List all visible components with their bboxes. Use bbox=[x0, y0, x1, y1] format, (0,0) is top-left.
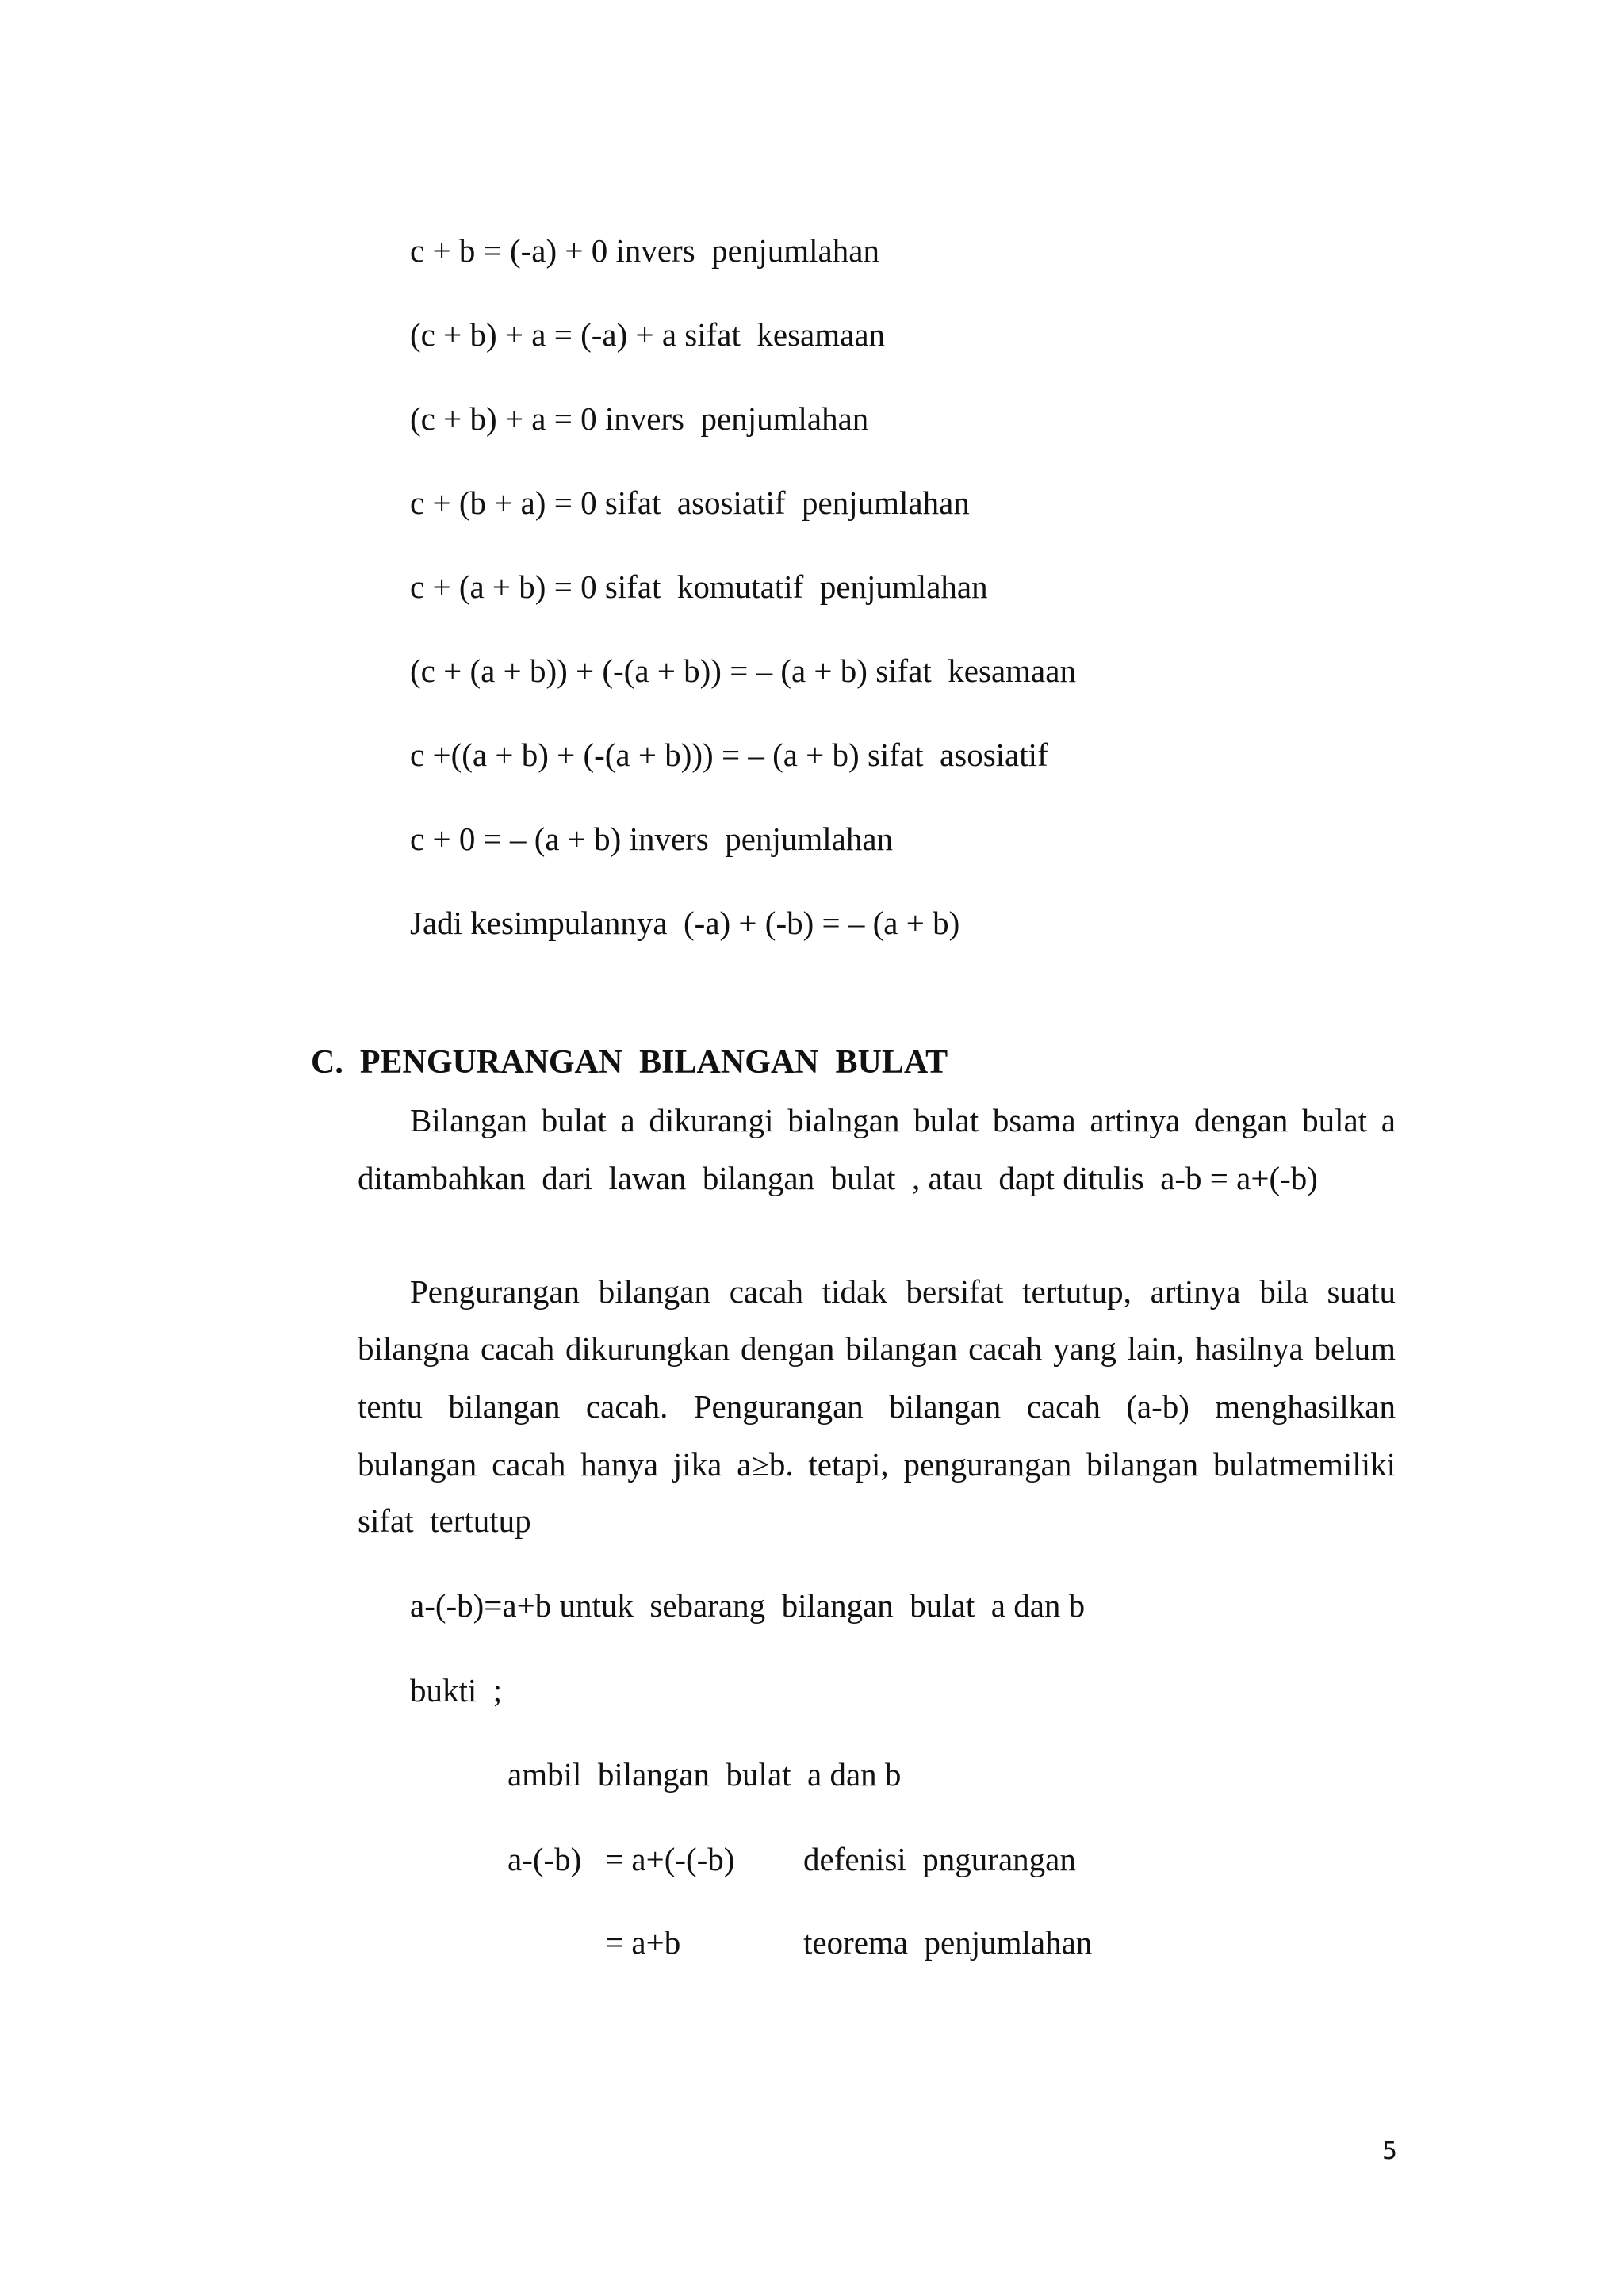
proof-line-8: c + 0 = – (a + b) invers penjumlahan bbox=[410, 821, 894, 857]
para2-line-3: tentu bilangan cacah. Pengurangan bilangan cacah (a-b) menghasilkan bbox=[358, 1388, 1396, 1425]
proof-line-6: (c + (a + b)) + (-(a + b)) = – (a + b) sifat kesamaan bbox=[410, 652, 1076, 689]
para2-line-1: Pengurangan bilangan cacah tidak bersifat tertutup, artinya bila suatu bbox=[410, 1273, 1396, 1310]
proof-line-5: c + (a + b) = 0 sifat komutatif penjumlahan bbox=[410, 568, 988, 605]
proof-line-2: (c + b) + a = (-a) + a sifat kesamaan bbox=[410, 316, 886, 353]
para2-line-2: bilangna cacah dikurungkan dengan bilangan cacah yang lain, hasilnya belum bbox=[358, 1330, 1396, 1367]
para1-line-2: ditambahkan dari lawan bilangan bulat , atau dapt ditulis a-b = a+(-b) bbox=[358, 1160, 1318, 1196]
theorem-statement: a-(-b)=a+b untuk sebarang bilangan bulat a dan b bbox=[410, 1587, 1086, 1624]
proof-line-7: c +((a + b) + (-(a + b))) = – (a + b) sifat asosiatif bbox=[410, 737, 1048, 773]
step2-reason: teorema penjumlahan bbox=[803, 1924, 1093, 1961]
para2-line-5: sifat tertutup bbox=[358, 1502, 531, 1539]
para1-line-1: Bilangan bulat a dikurangi bialngan bulat bsama artinya dengan bulat a bbox=[410, 1102, 1396, 1138]
page-number: 5 bbox=[1382, 2137, 1398, 2165]
step1-reason: defenisi pngurangan bbox=[803, 1841, 1076, 1877]
proof-line-3: (c + b) + a = 0 invers penjumlahan bbox=[410, 400, 869, 437]
step2-rhs: = a+b bbox=[605, 1924, 681, 1961]
proof-line-4: c + (b + a) = 0 sifat asosiatif penjumlahan bbox=[410, 484, 970, 521]
step1-rhs: = a+(-(-b) bbox=[605, 1841, 735, 1877]
proof-line-1: c + b = (-a) + 0 invers penjumlahan bbox=[410, 232, 879, 269]
para2-line-4: bulangan cacah hanya jika a≥b. tetapi, pengurangan bilangan bulatmemiliki bbox=[358, 1446, 1396, 1483]
proof-take: ambil bilangan bulat a dan b bbox=[508, 1756, 902, 1793]
proof-label: bukti ; bbox=[410, 1672, 503, 1709]
step1-lhs: a-(-b) bbox=[508, 1841, 582, 1877]
proof-conclusion: Jadi kesimpulannya (-a) + (-b) = – (a + b) bbox=[410, 905, 960, 941]
section-heading: C. PENGURANGAN BILANGAN BULAT bbox=[311, 1044, 948, 1081]
